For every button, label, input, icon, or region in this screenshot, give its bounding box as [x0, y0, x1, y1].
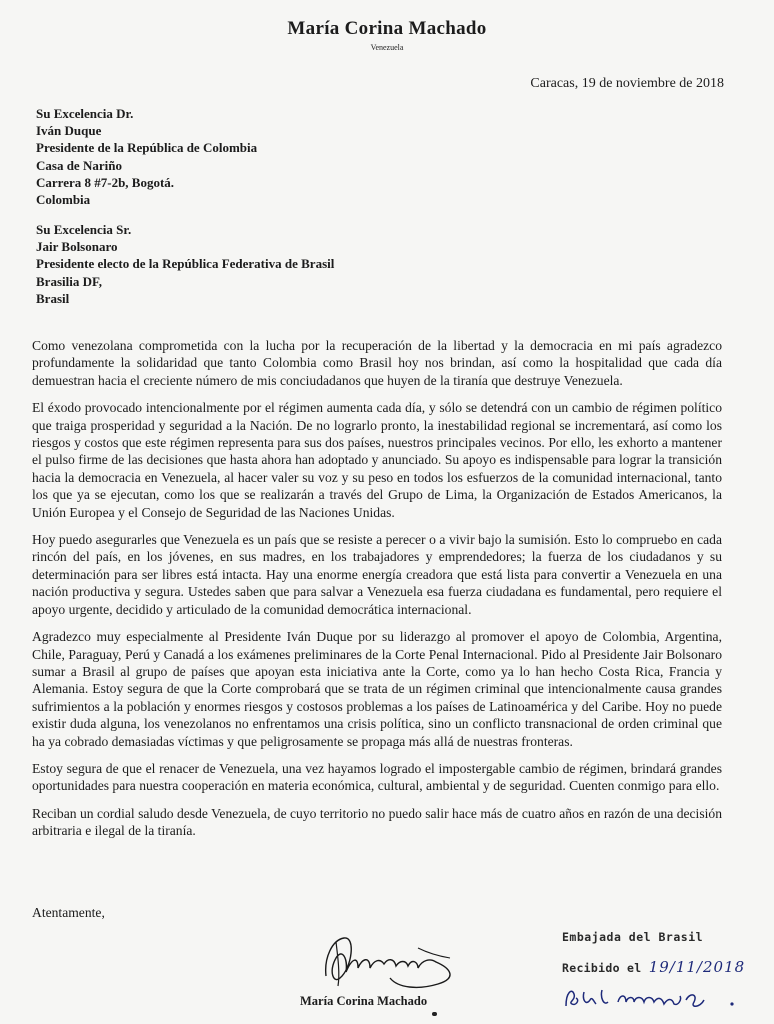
letterhead-name: María Corina Machado [287, 18, 487, 39]
recipient-address-colombia [36, 105, 257, 208]
paragraph: Reciban un cordial saludo desde Venezuela, de cuyo territorio no puedo salir hace más de cuatro años en razón de una decisión arbitraria e ilegal de la tiranía. [32, 805, 722, 839]
signer-name: María Corina Machado [300, 994, 428, 1008]
receiver-signature [562, 982, 742, 1016]
paragraph: Como venezolana comprometida con la lucha por la recuperación de la libertad y la democracia en mi país agradezco profundamente la solidaridad que tanto Colombia como Brasil hoy nos brindan, así como la hospitalidad que cada día demuestran hacia el creciente número de mis conciudadanos que huyen de la tiranía que destruye Venezuela. [32, 338, 722, 388]
paragraph: El éxodo provocado intencionalmente por el régimen aumenta cada día, y sólo se detendrá con un cambio de régimen político que traiga prosperidad y seguridad a la Nación. De no lograrlo pronto, la inestabilidad regional se incrementará, así como los riesgos y costos que este régimen representa para sus dos países, nuestros principales vecinos. Por ello, les exhorto a mantener el pulso firme de las decisiones que hasta ahora han adoptado y anunciado. Su apoyo es indispensable para lograr la transición hacia la democracia en Venezuela, al hacer valer su voz y su peso en todos los esfuerzos de la comunidad internacional, tanto los que ya se ejecutan, como los que se realizarán a través del Grupo de Lima, la Organización de Estados Americanos, la Unión Europea y el Consejo de Seguridad de las Naciones Unidas. [32, 400, 722, 520]
stamp-received-date: 19/11/2018 [648, 958, 746, 976]
address-line: Su Excelencia Dr. [36, 106, 134, 121]
handwritten-signature [318, 928, 468, 998]
paragraph: Hoy puedo asegurarles que Venezuela es un país que se resiste a perecer o a vivir bajo la sumisión. Esto lo compruebo en cada rincón del país, en los jóvenes, en sus madres, en los trabajadores y emprendedores; la fuerza de los ciudadanos y su determinación para ser libres está intacta. Hay una enorme energía creadora que está lista para convertir a Venezuela en una nación productiva y segura. Ustedes saben que para salvar a Venezuela esa fuerza ciudadana es fundamental, pero requiere el apoyo urgente, decidido y articulado de la comunidad democrática internacional. [32, 532, 722, 617]
address-line: Colombia [36, 192, 91, 208]
closing: Atentamente, [32, 905, 105, 920]
paragraph: Agradezco muy especialmente al Presidente Iván Duque por su liderazgo al promover el apoyo de Colombia, Argentina, Chile, Paraguay, Perú y Canadá a los exámenes preliminares de la Corte Penal Internacional. Pido al Presidente Jair Bolsonaro sumar a Brasil al grupo de países que apoyan esta iniciativa ante la Corte, como ya lo han hecho Costa Rica, Francia y Alemania. Estoy segura de que la Corte comprobará que se trata de un régimen criminal que intencionalmente causa grandes sufrimientos a la población y enormes riesgos y costosos problemas a los países de Latinoamérica y del Caribe. Hoy no puede existir duda alguna, los venezolanos no enfrentamos una crisis política, sino un conflicto transnacional de orden criminal que ha ya cobrado demasiadas víctimas y que peligrosamente se propaga más allá de nuestras fronteras. [32, 629, 722, 749]
letter-body [32, 337, 722, 850]
address-line: Jair Bolsonaro [36, 239, 118, 255]
embassy-stamp [562, 930, 745, 976]
address-line: Presidente de la República de Colombia [36, 140, 258, 156]
stamp-embassy: Embajada del Brasil [562, 930, 704, 944]
paragraph: Estoy segura de que el renacer de Venezuela, una vez hayamos logrado el impostergable cambio de régimen, brindará grandes oportunidades para nuestra cooperación en materia económica, cultural, ambiental y de seguridad. Cuenten conmigo para ello. [32, 760, 722, 794]
stamp-received-label: Recibido el [562, 961, 642, 975]
address-line: Casa de Nariño [36, 157, 122, 173]
address-line: Iván Duque [36, 123, 102, 139]
address-line: Carrera 8 #7-2b, Bogotá. [36, 174, 175, 190]
letterhead-country: Venezuela [370, 43, 404, 52]
letter-date: Caracas, 19 de noviembre de 2018 [530, 76, 724, 91]
address-line: Presidente electo de la República Federativa de Brasil [36, 256, 335, 272]
address-line: Su Excelencia Sr. [36, 222, 132, 237]
address-line: Brasil [36, 290, 70, 306]
address-line: Brasilia DF, [36, 273, 102, 289]
stamp-received [562, 958, 745, 976]
ink-dot [432, 1012, 437, 1016]
recipient-address-brasil [36, 221, 334, 307]
